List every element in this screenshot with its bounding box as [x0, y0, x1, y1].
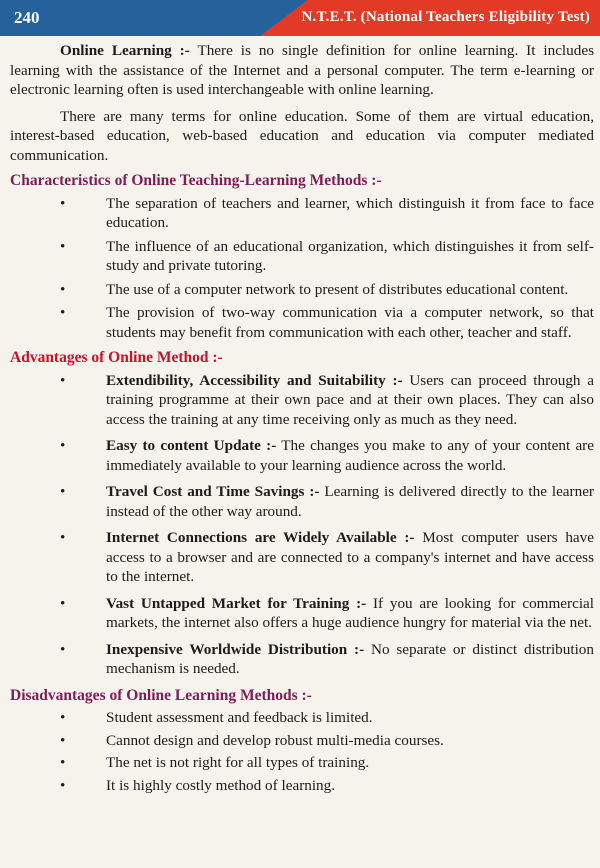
list-item [10, 303, 594, 342]
advantage-text: Learning is delivered directly to the learner instead of the other way around. [106, 483, 594, 520]
advantage-title: Easy to content Update :- [106, 437, 277, 454]
bullet-icon: • [60, 280, 66, 298]
disadvantages-heading: Disadvantages of Online Learning Methods :- [10, 686, 312, 704]
bullet-icon: • [60, 304, 66, 321]
advantages-list [10, 371, 594, 679]
advantage-title: Vast Untapped Market for Training :- [106, 594, 367, 612]
bullet-icon: • [60, 237, 66, 255]
advantage-text: No separate or distinct distribution mechanism is needed. [106, 640, 594, 677]
bullet-icon: • [60, 529, 66, 546]
intro-definition: There is no single definition for online learning. It includes learning with the assistance of the Internet and a personal computer. The term e-learning or electronic learning often is used interchangeable with online learning. [10, 42, 594, 98]
advantages-heading: Advantages of Online Method :- [10, 349, 223, 366]
advantage-text: If you are looking for commercial markets, the internet also offers a huge audience hungry for material via the net. [106, 594, 595, 631]
bullet-icon: • [60, 754, 66, 771]
running-title: N.T.E.T. (National Teachers Eligibility Test) [301, 9, 590, 25]
list-item [10, 371, 594, 430]
advantage-text: The changes you make to any of your content are immediately available to your learning audience across the world. [106, 437, 594, 474]
list-item [10, 753, 594, 773]
bullet-icon: • [60, 776, 66, 794]
list-item [10, 194, 594, 233]
page-content [10, 41, 594, 798]
list-item [10, 280, 594, 300]
characteristics-heading: Characteristics of Online Teaching-Learning Methods :- [10, 172, 382, 189]
advantage-title: Inexpensive Worldwide Distribution :- [106, 640, 365, 658]
terms-paragraph: There are many terms for online education. Some of them are virtual education, interest-based education, web-based education and education via computer mediated communication. [10, 107, 594, 164]
list-item [10, 237, 594, 276]
list-item [10, 776, 594, 796]
bullet-icon: • [60, 709, 66, 726]
list-item-text: The provision of two-way communication via a computer network, so that students may benefit from communication with each other, teacher and staff. [106, 304, 594, 341]
bullet-icon: • [60, 483, 66, 500]
bullet-icon: • [60, 371, 66, 389]
bullet-icon: • [60, 437, 66, 454]
bullet-icon: • [60, 731, 66, 749]
advantage-text: Users can proceed through a training programme at their own pace and at their own places. They can also access the training at any time receiving only as much as they need. [106, 371, 595, 428]
characteristics-list [10, 194, 594, 343]
bullet-icon: • [60, 194, 66, 212]
list-item [10, 436, 594, 475]
list-item [10, 731, 594, 751]
advantage-text: Most computer users have access to a browser and are connected to a company's internet and have access to the internet. [106, 529, 594, 585]
page-number: 240 [14, 8, 40, 27]
intro-term: Online Learning :- [60, 42, 190, 59]
list-item-text: The influence of an educational organization, which distinguishes it from self-study and private tutoring. [106, 237, 594, 274]
list-item-text: The net is not right for all types of training. [106, 754, 370, 771]
advantage-title: Extendibility, Accessibility and Suitability :- [106, 371, 403, 389]
intro-paragraph [10, 41, 594, 100]
disadvantages-list [10, 708, 594, 795]
list-item-text: It is highly costly method of learning. [106, 776, 336, 794]
bullet-icon: • [60, 640, 66, 658]
list-item [10, 528, 594, 587]
list-item [10, 482, 594, 521]
list-item-text: The use of a computer network to present of distributes educational content. [106, 280, 569, 298]
page-header [0, 0, 600, 36]
advantage-title: Internet Connections are Widely Available :- [106, 529, 415, 546]
list-item-text: The separation of teachers and learner, which distinguish it from face to face education. [106, 194, 594, 231]
list-item [10, 594, 594, 633]
list-item [10, 708, 594, 728]
list-item-text: Student assessment and feedback is limited. [106, 709, 373, 726]
list-item-text: Cannot design and develop robust multi-media courses. [106, 731, 444, 749]
list-item [10, 640, 594, 679]
advantage-title: Travel Cost and Time Savings :- [106, 483, 320, 500]
bullet-icon: • [60, 594, 66, 612]
